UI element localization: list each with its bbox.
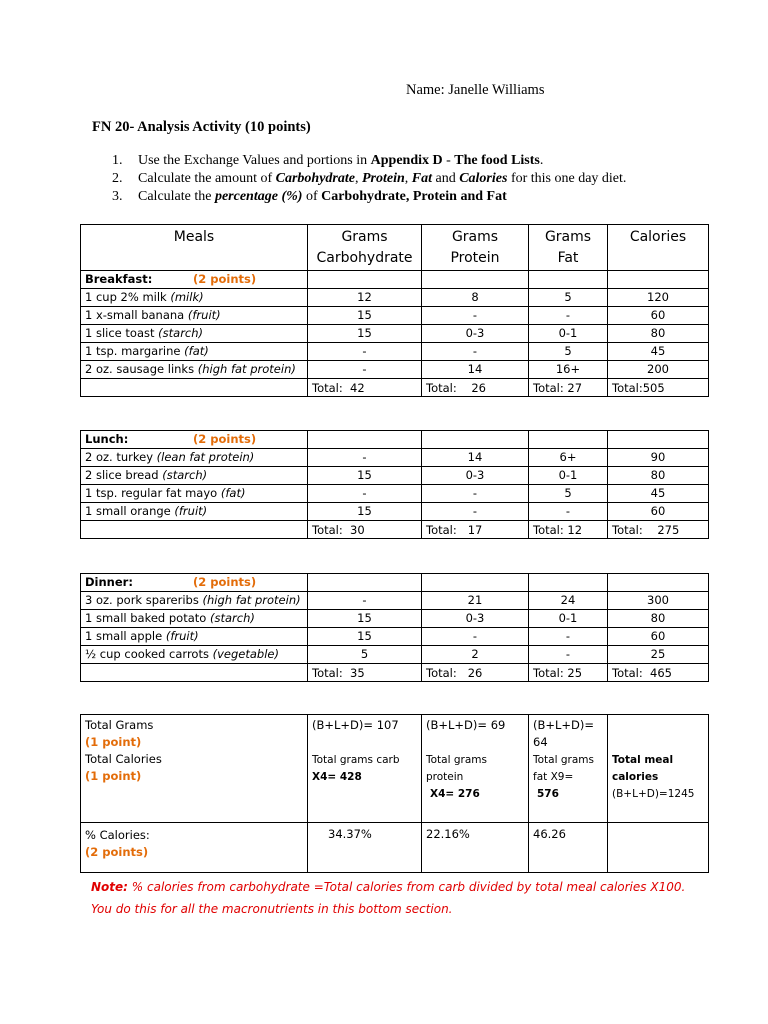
percent-fat: 46.26 xyxy=(529,823,608,873)
table-row xyxy=(81,628,709,646)
carb-total: Total: 35 xyxy=(308,664,422,682)
protein-value: - xyxy=(422,343,529,361)
calorie-value: 120 xyxy=(608,289,709,307)
instruction-text: , xyxy=(404,171,412,186)
protein-value: 14 xyxy=(422,361,529,379)
calories-fat-label-2: fat X9= xyxy=(533,771,574,783)
calorie-value: 200 xyxy=(608,361,709,379)
section-heading xyxy=(81,574,308,592)
calorie-total: Total:505 xyxy=(608,379,709,397)
calories-fat-label: Total grams xyxy=(533,754,594,766)
calorie-value: 60 xyxy=(608,628,709,646)
dinner-table xyxy=(80,573,709,682)
section-points: (2 points) xyxy=(193,272,257,286)
header-line: Grams xyxy=(544,229,592,245)
total-grams-points: (1 point) xyxy=(85,735,142,749)
instruction-text: of xyxy=(302,189,322,204)
calorie-value: 60 xyxy=(608,503,709,521)
header-line: Fat xyxy=(557,250,579,266)
note-text: % calories from carbohydrate =Total calories from carb divided by total meal calories X100. You do this for all the macronutrients in this bottom section. xyxy=(91,880,686,916)
instructions-list xyxy=(112,152,626,206)
protein-value: - xyxy=(422,307,529,325)
carb-value: 15 xyxy=(308,628,422,646)
protein-value: - xyxy=(422,628,529,646)
carb-value: - xyxy=(308,592,422,610)
table-row xyxy=(81,646,709,664)
instruction-1 xyxy=(112,152,626,170)
table-row xyxy=(81,361,709,379)
fat-value: 5 xyxy=(529,343,608,361)
section-label: Lunch: xyxy=(85,432,129,446)
fat-value: 16+ xyxy=(529,361,608,379)
food-item: 2 oz. sausage links (high fat protein) xyxy=(81,361,308,379)
food-item: 1 slice toast (starch) xyxy=(81,325,308,343)
calorie-value: 25 xyxy=(608,646,709,664)
food-item: 1 small baked potato (starch) xyxy=(81,610,308,628)
instruction-number: 3. xyxy=(112,189,123,204)
calories-protein-label-2: protein xyxy=(426,771,464,783)
total-meal-calories: (B+L+D)=1245 xyxy=(612,788,695,800)
instruction-bold: Appendix D xyxy=(370,153,443,168)
table-row xyxy=(81,343,709,361)
table-row xyxy=(81,467,709,485)
food-item: 1 small orange (fruit) xyxy=(81,503,308,521)
fat-total: Total: 25 xyxy=(529,664,608,682)
section-points: (2 points) xyxy=(193,432,257,446)
table-row xyxy=(81,485,709,503)
calorie-value: 80 xyxy=(608,325,709,343)
calorie-total: Total: 275 xyxy=(608,521,709,539)
carb-value: 15 xyxy=(308,610,422,628)
section-heading xyxy=(81,271,308,289)
carb-total: Total: 42 xyxy=(308,379,422,397)
percent-labels xyxy=(81,823,308,873)
student-name: Name: Janelle Williams xyxy=(406,82,545,98)
instruction-emphasis: Fat xyxy=(411,171,432,186)
table-row xyxy=(81,289,709,307)
total-grams-label: Total Grams xyxy=(85,718,154,732)
calorie-value: 45 xyxy=(608,343,709,361)
instruction-text: . xyxy=(539,153,544,168)
calorie-total: Total: 465 xyxy=(608,664,709,682)
instruction-emphasis: Calories xyxy=(459,171,508,186)
total-meal-label-2: calories xyxy=(612,771,659,783)
calorie-value: 90 xyxy=(608,449,709,467)
calories-carb-label: Total grams carb xyxy=(312,754,400,766)
calories-fat-value: 576 xyxy=(537,788,559,800)
total-calories-label: Total Calories xyxy=(85,752,162,766)
instruction-text: , xyxy=(354,171,362,186)
table-row xyxy=(81,592,709,610)
section-heading xyxy=(81,431,308,449)
fat-value: - xyxy=(529,628,608,646)
instruction-text: Calculate the xyxy=(138,189,215,204)
food-item: 1 small apple (fruit) xyxy=(81,628,308,646)
protein-value: 8 xyxy=(422,289,529,307)
grams-protein-total: (B+L+D)= 69 xyxy=(426,718,506,732)
carb-value: 15 xyxy=(308,325,422,343)
carb-value: 15 xyxy=(308,503,422,521)
protein-value: 21 xyxy=(422,592,529,610)
table-row xyxy=(81,325,709,343)
calories-protein-label: Total grams xyxy=(426,754,487,766)
totals-row xyxy=(81,664,709,682)
instruction-text: Use the Exchange Values and portions in xyxy=(138,153,371,168)
carb-value: 15 xyxy=(308,467,422,485)
header-line: Carbohydrate xyxy=(316,250,413,266)
note-label: Note: xyxy=(91,880,128,894)
protein-value: 2 xyxy=(422,646,529,664)
instruction-3 xyxy=(112,188,626,206)
percent-calories-points: (2 points) xyxy=(85,845,149,859)
fat-value: 24 xyxy=(529,592,608,610)
fat-value: - xyxy=(529,646,608,664)
instruction-number: 2. xyxy=(112,171,123,186)
protein-value: 14 xyxy=(422,449,529,467)
breakfast-table xyxy=(80,224,709,397)
percent-carb: 34.37% xyxy=(308,823,422,873)
fat-value: 0-1 xyxy=(529,610,608,628)
header-line: Grams xyxy=(451,229,499,245)
document-title: FN 20- Analysis Activity (10 points) xyxy=(92,119,311,135)
section-points: (2 points) xyxy=(193,575,257,589)
protein-value: - xyxy=(422,485,529,503)
instruction-number: 1. xyxy=(112,153,123,168)
column-header-carbohydrate xyxy=(308,225,422,271)
summary-labels xyxy=(81,715,308,823)
carb-total: Total: 30 xyxy=(308,521,422,539)
fat-value: 0-1 xyxy=(529,325,608,343)
fat-summary-cell xyxy=(529,715,608,823)
column-header-calories: Calories xyxy=(608,225,709,271)
carb-value: 5 xyxy=(308,646,422,664)
protein-total: Total: 26 xyxy=(422,664,529,682)
protein-value: 0-3 xyxy=(422,325,529,343)
calories-protein-value: X4= 276 xyxy=(430,788,480,800)
totals-row xyxy=(81,521,709,539)
carb-value: - xyxy=(308,361,422,379)
food-item: 2 oz. turkey (lean fat protein) xyxy=(81,449,308,467)
protein-value: - xyxy=(422,503,529,521)
carb-value: 15 xyxy=(308,307,422,325)
column-header-protein xyxy=(422,225,529,271)
protein-total: Total: 17 xyxy=(422,521,529,539)
fat-total: Total: 12 xyxy=(529,521,608,539)
carb-value: - xyxy=(308,343,422,361)
instruction-emphasis: Protein xyxy=(361,171,405,186)
total-calories-cell xyxy=(608,715,709,823)
carb-value: - xyxy=(308,485,422,503)
calorie-value: 80 xyxy=(608,467,709,485)
instruction-text: Calculate the amount of xyxy=(138,171,276,186)
fat-value: 6+ xyxy=(529,449,608,467)
percent-calories-label: % Calories: xyxy=(85,828,150,842)
food-item: 2 slice bread (starch) xyxy=(81,467,308,485)
instruction-2 xyxy=(112,170,626,188)
section-label: Dinner: xyxy=(85,575,133,589)
percent-protein: 22.16% xyxy=(422,823,529,873)
header-line: Protein xyxy=(450,250,500,266)
instruction-emphasis: percentage (%) xyxy=(214,189,303,204)
instruction-bold: Carbohydrate, Protein and Fat xyxy=(321,189,507,204)
food-item: 1 tsp. regular fat mayo (fat) xyxy=(81,485,308,503)
instruction-emphasis: Carbohydrate xyxy=(275,171,355,186)
table-row xyxy=(81,503,709,521)
grams-fat-total-value: 64 xyxy=(533,735,548,749)
section-label: Breakfast: xyxy=(85,272,153,286)
food-item: 1 x-small banana (fruit) xyxy=(81,307,308,325)
calorie-value: 300 xyxy=(608,592,709,610)
carb-value: 12 xyxy=(308,289,422,307)
grams-fat-total: (B+L+D)= xyxy=(533,718,595,732)
food-item: 3 oz. pork spareribs (high fat protein) xyxy=(81,592,308,610)
food-item: ½ cup cooked carrots (vegetable) xyxy=(81,646,308,664)
fat-value: 0-1 xyxy=(529,467,608,485)
carb-value: - xyxy=(308,449,422,467)
column-header-meals: Meals xyxy=(81,225,308,271)
instruction-text: - xyxy=(442,153,455,168)
calorie-value: 60 xyxy=(608,307,709,325)
note xyxy=(91,876,691,920)
lunch-table xyxy=(80,430,709,539)
fat-value: - xyxy=(529,503,608,521)
instruction-text: and xyxy=(431,171,460,186)
calorie-value: 45 xyxy=(608,485,709,503)
calorie-value: 80 xyxy=(608,610,709,628)
header-line: Grams xyxy=(341,229,388,245)
protein-total: Total: 26 xyxy=(422,379,529,397)
calories-carb-value: X4= 428 xyxy=(312,771,362,783)
grams-carb-total: (B+L+D)= 107 xyxy=(312,718,399,732)
protein-value: 0-3 xyxy=(422,610,529,628)
protein-summary-cell xyxy=(422,715,529,823)
food-item: 1 cup 2% milk (milk) xyxy=(81,289,308,307)
fat-value: 5 xyxy=(529,485,608,503)
instruction-text: for this one day diet. xyxy=(507,171,627,186)
column-header-fat xyxy=(529,225,608,271)
instruction-bold: The food Lists xyxy=(454,153,540,168)
carb-summary-cell xyxy=(308,715,422,823)
summary-table xyxy=(80,714,709,873)
total-calories-points: (1 point) xyxy=(85,769,142,783)
table-row xyxy=(81,307,709,325)
fat-value: - xyxy=(529,307,608,325)
fat-value: 5 xyxy=(529,289,608,307)
protein-value: 0-3 xyxy=(422,467,529,485)
fat-total: Total: 27 xyxy=(529,379,608,397)
total-meal-label: Total meal xyxy=(612,754,674,766)
table-row xyxy=(81,449,709,467)
totals-row xyxy=(81,379,709,397)
food-item: 1 tsp. margarine (fat) xyxy=(81,343,308,361)
table-row xyxy=(81,610,709,628)
